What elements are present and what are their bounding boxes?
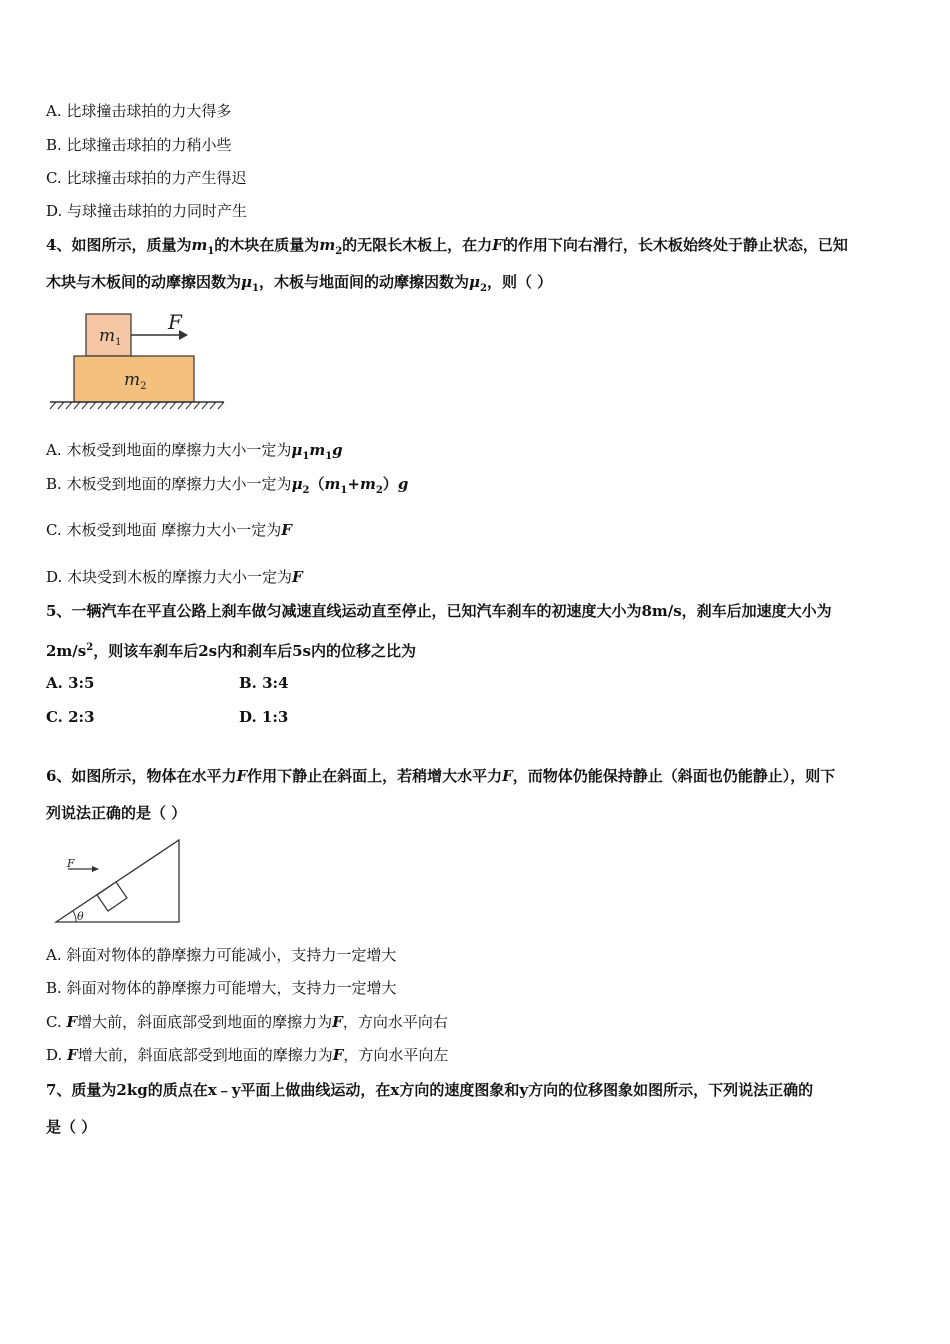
force-arrowhead	[92, 866, 99, 872]
q3-option-d: D. 与球撞击球拍的力同时产生	[46, 202, 248, 220]
q5-option-c: C. 2:3	[46, 708, 95, 726]
q3-option-c: C. 比球撞击球拍的力产生得迟	[46, 169, 247, 187]
ground-hatching	[50, 402, 224, 409]
q4-option-a: A. 木板受到地面的摩擦力大小一定为$\mu_1m_1g$	[46, 441, 343, 462]
q5-option-a: A. 3:5	[46, 674, 95, 692]
q5-option-d: D. 1:3	[239, 708, 289, 726]
q4-option-d: D. 木块受到木板的摩擦力大小一定为F	[46, 568, 303, 586]
q6-option-c: C. F增大前，斜面底部受到地面的摩擦力为F，方向水平向右	[46, 1013, 448, 1031]
theta-label: θ	[77, 910, 84, 923]
q3-option-b: B. 比球撞击球拍的力稍小些	[46, 136, 232, 154]
q4-block-figure	[48, 308, 228, 412]
q4-option-b: B. 木板受到地面的摩擦力大小一定为$\mu_2(m_1+m_2)g$	[46, 475, 409, 496]
q5-option-b: B. 3:4	[239, 674, 289, 692]
incline	[56, 840, 179, 922]
q4-stem-line2: 木块与木板间的动摩擦因数为$\mu_1$，木板与地面间的动摩擦因数为$\mu_2$，则（ ）	[46, 273, 553, 294]
q7-stem-line2: 是（ ）	[46, 1118, 97, 1136]
angle-arc	[73, 911, 76, 922]
q4-option-c: C. 木板受到地面 摩擦力大小一定为F	[46, 521, 292, 539]
q6-option-d: D. F增大前，斜面底部受到地面的摩擦力为F，方向水平向左	[46, 1046, 449, 1064]
q5-stem-line2: $2m/s^2$，则该车刹车后2s内和刹车后5s内的位移之比为	[46, 642, 416, 660]
q6-stem-line2: 列说法正确的是（ ）	[46, 804, 187, 822]
q6-option-a: A. 斜面对物体的静摩擦力可能减小，支持力一定增大	[46, 946, 397, 964]
force-label: F	[168, 310, 182, 334]
q5-stem-line1: 5、一辆汽车在平直公路上刹车做匀减速直线运动直至停止，已知汽车刹车的初速度大小为8m/s，刹车后加速度大小为	[46, 602, 832, 620]
q6-option-b: B. 斜面对物体的静摩擦力可能增大，支持力一定增大	[46, 979, 397, 997]
q7-stem-line1: 7、质量为2kg的质点在x﹣y平面上做曲线运动，在x方向的速度图象和y方向的位移图象如图所示，下列说法正确的	[46, 1081, 814, 1099]
q6-stem-line1: 6、如图所示，物体在水平力F作用下静止在斜面上，若稍增大水平力F，而物体仍能保持静止（斜面也仍能静止），则下	[46, 767, 836, 785]
m1-label: $m_1$	[99, 326, 122, 348]
q4-stem-line1: 4、如图所示，质量为$m_1$的木块在质量为$m_2$的无限长木板上，在力F的作用下向右滑行，长木板始终处于静止状态，已知	[46, 236, 848, 257]
q6-incline-figure	[52, 836, 186, 928]
object-box	[97, 882, 127, 911]
m2-label: $m_2$	[124, 370, 147, 392]
force-label: F	[67, 857, 75, 870]
q3-option-a: A. 比球撞击球拍的力大得多	[46, 102, 232, 120]
